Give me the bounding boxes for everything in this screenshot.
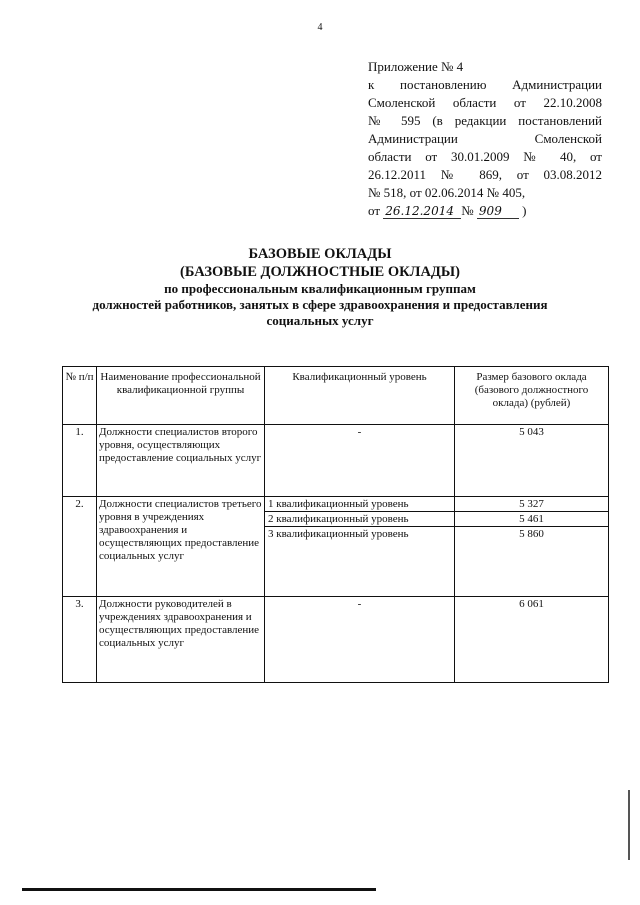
table-header-row: [63, 367, 609, 425]
row-num: 1.: [63, 425, 97, 497]
appendix-title: Приложение № 4: [368, 59, 464, 74]
appendix-line: Смоленской области от 22.10.2008: [368, 95, 602, 110]
appendix-header: [368, 58, 602, 220]
scan-edge-mark: [628, 790, 630, 860]
appendix-line: № 518, от 02.06.2014 № 405,: [368, 185, 526, 200]
size-3: 5 860: [519, 528, 544, 540]
row-name: Должности руководителей в учреждениях здравоохранения и осуществляющих предоставление социальных услуг: [97, 597, 265, 683]
size-1: 5 327: [455, 497, 608, 512]
number-label: №: [461, 203, 474, 218]
appendix-line: № 595 (в редакции постановлений: [368, 113, 602, 128]
row-num: 2.: [63, 497, 97, 597]
page-number: 4: [317, 22, 323, 33]
title-line-1: БАЗОВЫЕ ОКЛАДЫ: [248, 246, 392, 262]
handwritten-number: 909: [477, 204, 519, 219]
appendix-line: к постановлению Администрации: [368, 77, 602, 92]
title-line-4: должностей работников, занятых в сфере здравоохранения и предоставления: [92, 297, 548, 312]
appendix-line: 26.12.2011 № 869, от 03.08.2012: [368, 167, 602, 182]
row-levels: [265, 497, 455, 597]
row-name: Должности специалистов второго уровня, осуществляющих предоставление социальных услуг: [97, 425, 265, 497]
appendix-date-line: [368, 202, 602, 220]
level-3: 3 квалификационный уровень: [268, 528, 409, 540]
level-1: 1 квалификационный уровень: [265, 497, 454, 512]
row-name: Должности специалистов третьего уровня в учреждениях здравоохранения и осуществляющих предоставление социальных услуг: [97, 497, 265, 597]
header-name: Наименование профессиональной квалификационной группы: [97, 367, 265, 425]
handwritten-date: 26.12.2014: [383, 204, 461, 219]
row-size: 5 043: [455, 425, 609, 497]
row-num: 3.: [63, 597, 97, 683]
appendix-line: Администрации Смоленской: [368, 131, 602, 146]
scan-edge-line: [22, 888, 376, 891]
table-row: [63, 597, 609, 683]
title-line-3: по профессиональным квалификационным группам: [164, 281, 476, 296]
size-2: 5 461: [455, 512, 608, 527]
level-2: 2 квалификационный уровень: [265, 512, 454, 527]
row-size: 6 061: [455, 597, 609, 683]
closing-paren: ): [522, 203, 527, 218]
title-line-2: (БАЗОВЫЕ ДОЛЖНОСТНЫЕ ОКЛАДЫ): [180, 264, 460, 280]
header-level: Квалификационный уровень: [265, 367, 455, 425]
document-title: [30, 245, 610, 329]
header-size: Размер базового оклада (базового должностного оклада) (рублей): [455, 367, 609, 425]
title-line-5: социальных услуг: [266, 313, 374, 328]
table-row: [63, 425, 609, 497]
row-sizes: [455, 497, 609, 597]
header-num: № п/п: [63, 367, 97, 425]
appendix-line: области от 30.01.2009 № 40, от: [368, 149, 602, 164]
table-row: [63, 497, 609, 597]
salary-table: [62, 366, 609, 683]
row-level: -: [265, 425, 455, 497]
ot-label: от: [368, 203, 381, 218]
row-level: -: [265, 597, 455, 683]
